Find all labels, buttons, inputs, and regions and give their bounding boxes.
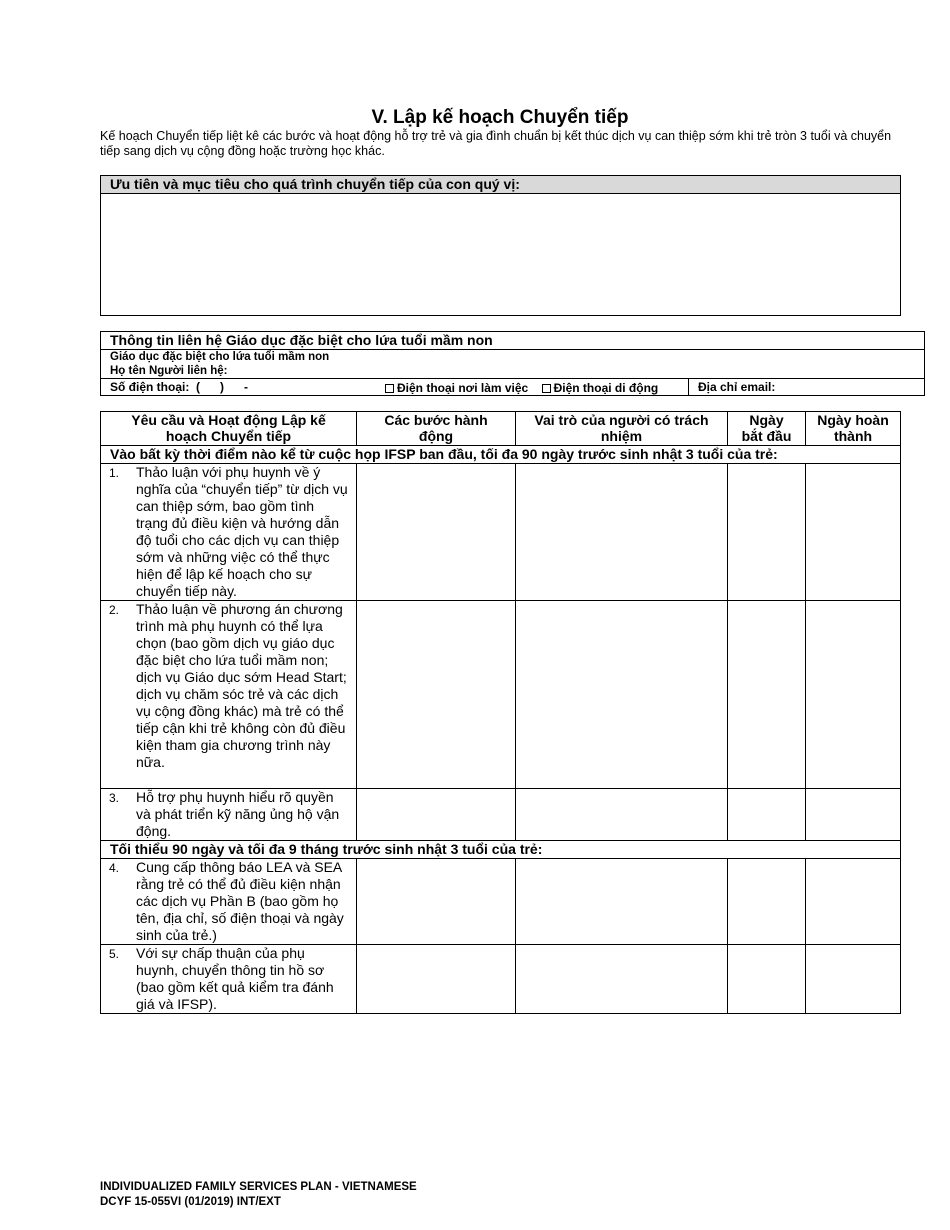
table-row [101, 464, 901, 601]
activity-cell: 3. Hỗ trợ phụ huynh hiểu rõ quyền và phát triển kỹ năng ủng hộ vận động. [101, 789, 357, 841]
completion-date-cell[interactable] [806, 945, 901, 1014]
start-date-cell[interactable] [728, 601, 806, 789]
mobile-phone-checkbox[interactable] [542, 384, 551, 393]
activity-cell: 4. Cung cấp thông báo LEA và SEA rằng trẻ có thể đủ điều kiện nhận các dịch vụ Phần B (bao gồm họ tên, địa chỉ, số điện thoại và ngày sinh của trẻ.) [101, 859, 357, 945]
table-row [101, 945, 901, 1014]
start-date-cell[interactable] [728, 859, 806, 945]
activity-cell: 2. Thảo luận về phương án chương trình mà phụ huynh có thể lựa chọn (bao gồm dịch vụ giáo dục đặc biệt cho lứa tuổi mầm non; dịch vụ Giáo dục sớm Head Start; dịch vụ chăm sóc trẻ và các dịch vụ cộng đồng khác) mà trẻ có thể tiếp cận khi trẻ không còn đủ điều kiện tham gia chương trình này nữa. [101, 601, 357, 789]
contact-section [100, 331, 925, 396]
start-date-cell[interactable] [728, 789, 806, 841]
page-title: V. Lập kế hoạch Chuyển tiếp [371, 107, 629, 128]
footer-title: INDIVIDUALIZED FAMILY SERVICES PLAN - VIETNAMESE [100, 1181, 417, 1193]
col-header-activity: Yêu cầu và Hoạt động Lập kế hoạch Chuyển tiếp [101, 412, 357, 446]
section-row [101, 446, 901, 464]
action-steps-cell[interactable] [357, 789, 516, 841]
mobile-phone-label: Điện thoại di động [553, 381, 659, 395]
completion-date-cell[interactable] [806, 464, 901, 601]
action-steps-cell[interactable] [357, 859, 516, 945]
responsible-role-cell[interactable] [516, 789, 728, 841]
start-date-cell[interactable] [728, 945, 806, 1014]
priorities-field[interactable] [101, 194, 900, 314]
table-row [101, 789, 901, 841]
section-title: Vào bất kỳ thời điểm nào kể từ cuộc họp IFSP ban đầu, tối đa 90 ngày trước sinh nhật 3 tuổi của trẻ: [101, 446, 901, 464]
form-footer [100, 1180, 417, 1210]
action-steps-cell[interactable] [357, 601, 516, 789]
activity-cell: 1. Thảo luận với phụ huynh về ý nghĩa của “chuyển tiếp” từ dịch vụ can thiệp sớm, bao gồm tình trạng đủ điều kiện và hướng dẫn độ tuổi cho các dịch vụ can thiệp sớm và những việc có thể thực hiện để lập kế hoạch cho sự chuyển tiếp này. [101, 464, 357, 601]
completion-date-cell[interactable] [806, 859, 901, 945]
table-header-row [101, 412, 901, 446]
col-header-action-steps: Các bước hành động [357, 412, 516, 446]
start-date-cell[interactable] [728, 464, 806, 601]
program-label: Giáo dục đặc biệt cho lứa tuổi mầm non [110, 351, 330, 363]
completion-date-cell[interactable] [806, 789, 901, 841]
priorities-header: Ưu tiên và mục tiêu cho quá trình chuyển tiếp của con quý vị: [101, 176, 900, 194]
phone-field[interactable]: Số điện thoại: ( ) - [110, 380, 248, 394]
footer-form-number: DCYF 15-055VI (01/2019) INT/EXT [100, 1196, 281, 1208]
table-row [101, 859, 901, 945]
responsible-role-cell[interactable] [516, 945, 728, 1014]
responsible-role-cell[interactable] [516, 601, 728, 789]
intro-text: Kế hoạch Chuyển tiếp liệt kê các bước và hoạt động hỗ trợ trẻ và gia đình chuẩn bị kết thúc dịch vụ can thiệp sớm khi trẻ tròn 3 tuổi và chuyển tiếp sang dịch vụ cộng đồng hoặc trường học khác. [100, 129, 892, 158]
col-header-responsible-role: Vai trò của người có trách nhiệm [516, 412, 728, 446]
responsible-role-cell[interactable] [516, 859, 728, 945]
col-header-start-date: Ngày bắt đầu [728, 412, 806, 446]
responsible-role-cell[interactable] [516, 464, 728, 601]
activity-cell: 5. Với sự chấp thuận của phụ huynh, chuyển thông tin hồ sơ (bao gồm kết quả kiểm tra đánh giá và IFSP). [101, 945, 357, 1014]
col-header-completion-date: Ngày hoàn thành [806, 412, 901, 446]
priorities-section [100, 175, 901, 316]
action-steps-cell[interactable] [357, 464, 516, 601]
table-row [101, 601, 901, 789]
work-phone-checkbox[interactable] [385, 384, 394, 393]
contact-title: Thông tin liên hệ Giáo dục đặc biệt cho lứa tuổi mầm non [101, 332, 924, 350]
completion-date-cell[interactable] [806, 601, 901, 789]
transition-plan-table [100, 411, 901, 1014]
email-field[interactable]: Địa chỉ email: [688, 379, 775, 396]
section-title: Tối thiểu 90 ngày và tối đa 9 tháng trước sinh nhật 3 tuổi của trẻ: [101, 841, 901, 859]
work-phone-label: Điện thoại nơi làm việc [397, 381, 529, 395]
action-steps-cell[interactable] [357, 945, 516, 1014]
section-row [101, 841, 901, 859]
contact-name-field[interactable]: Họ tên Người liên hệ: [110, 365, 228, 377]
